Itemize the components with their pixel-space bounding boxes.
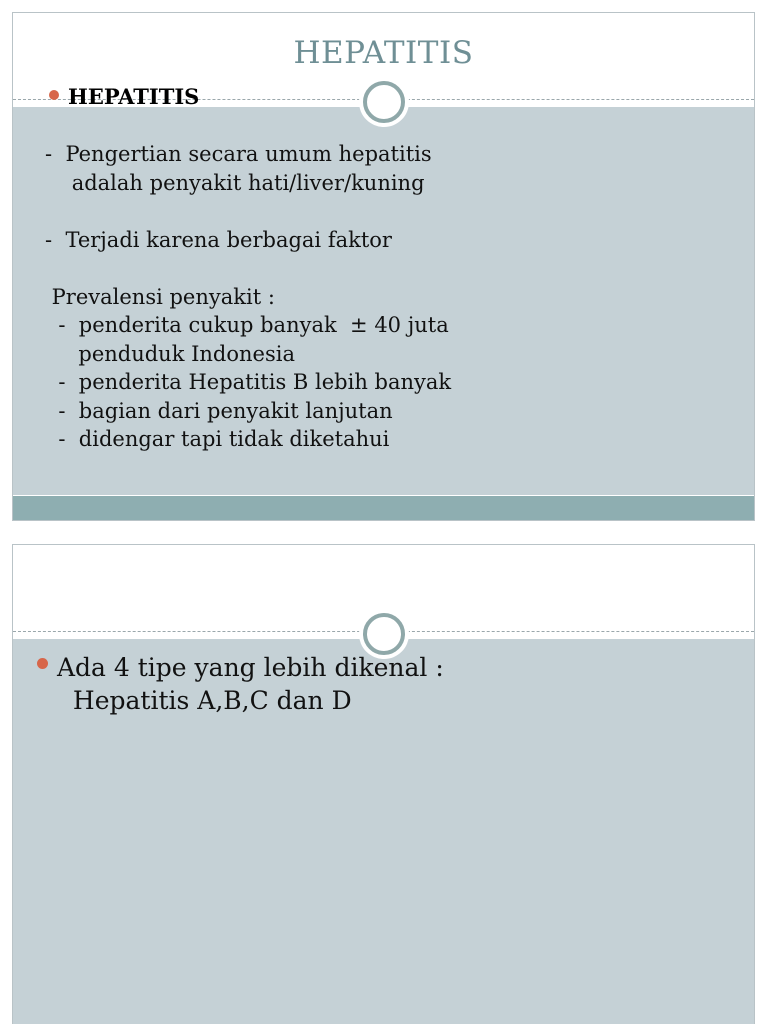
content-line: - Terjadi karena berbagai faktor	[45, 227, 392, 252]
slide-2-bullet	[57, 651, 444, 717]
content-line: penduduk Indonesia	[45, 341, 295, 366]
content-line: - penderita cukup banyak ± 40 juta	[45, 313, 449, 337]
slide-2	[12, 544, 755, 1024]
content-line: Prevalensi penyakit :	[45, 284, 275, 309]
slide-1-content	[45, 140, 451, 454]
slide-1	[12, 12, 755, 521]
slide-1-bullet-heading: HEPATITIS	[68, 84, 200, 109]
bullet-dot-icon	[49, 90, 59, 100]
content-line	[45, 197, 451, 226]
bullet-line: Hepatitis A,B,C dan D	[57, 686, 352, 715]
slide-2-title	[13, 567, 754, 603]
content-line: - Pengertian secara umum hepatitis	[45, 142, 432, 166]
bullet-dot-icon	[37, 658, 48, 669]
content-line	[45, 254, 451, 283]
content-line: - bagian dari penyakit lanjutan	[45, 398, 393, 423]
content-line: adalah penyakit hati/liver/kuning	[45, 170, 425, 195]
slide-1-footer-bar	[13, 496, 754, 521]
slide-1-circle-ornament	[363, 81, 405, 123]
content-line: - didengar tapi tidak diketahui	[45, 427, 390, 451]
bullet-line: Ada 4 tipe yang lebih dikenal :	[57, 653, 444, 682]
slide-2-circle-ornament	[363, 613, 405, 655]
slide-1-title: HEPATITIS	[293, 35, 474, 71]
content-line: - penderita Hepatitis B lebih banyak	[45, 370, 452, 394]
